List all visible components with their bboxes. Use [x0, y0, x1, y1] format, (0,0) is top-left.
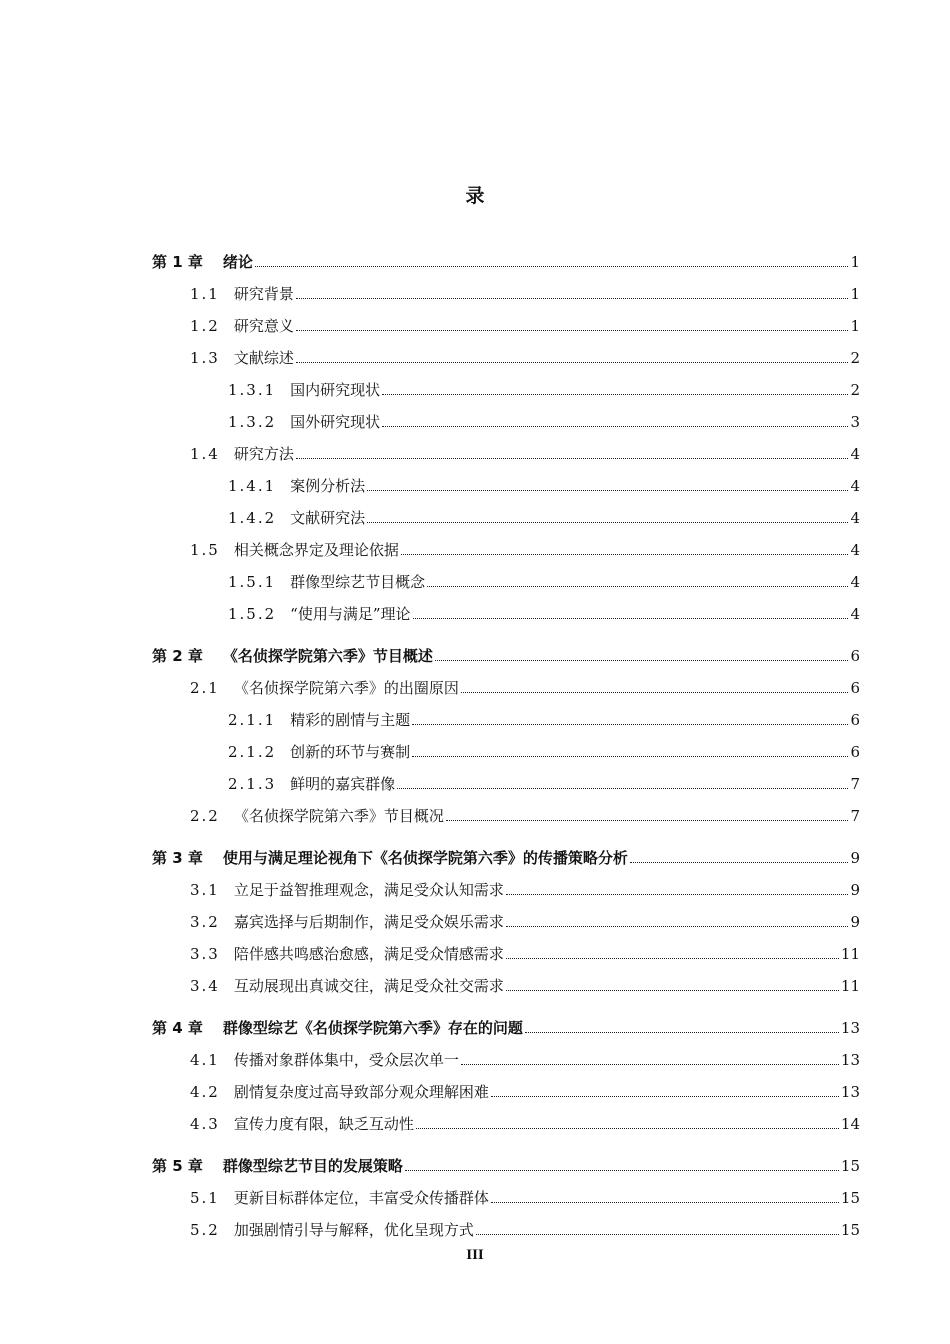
toc-entry-page: 7	[850, 807, 860, 825]
toc-entry-number: 1.3.2	[228, 413, 277, 431]
toc-entry-page: 13	[840, 1051, 860, 1069]
toc-leader-dots	[255, 266, 849, 267]
toc-entry-label: 文献研究法	[290, 509, 366, 527]
toc-section-entry[interactable]	[0, 702, 860, 734]
toc-entry-number: 2.1.3	[228, 775, 277, 793]
toc-section-entry[interactable]	[0, 564, 860, 596]
toc-entry-number: 1.4.1	[228, 477, 277, 495]
toc-leader-dots	[397, 788, 848, 789]
toc-section-entry[interactable]	[0, 766, 860, 798]
toc-section-entry[interactable]	[0, 904, 860, 936]
toc-entry-label: 研究背景	[233, 285, 294, 303]
toc-chapter-entry[interactable]	[0, 1010, 860, 1042]
toc-leader-dots	[506, 958, 839, 959]
toc-entry-number: 2.1.2	[228, 743, 277, 761]
toc-section-entry[interactable]	[0, 500, 860, 532]
toc-entry-page: 6	[850, 679, 860, 697]
toc-entry-number: 2.1	[190, 679, 220, 697]
toc-entry-number: 5.1	[190, 1189, 220, 1207]
toc-entry-title	[228, 741, 410, 766]
toc-leader-dots	[401, 554, 849, 555]
toc-leader-dots	[405, 1170, 839, 1171]
toc-entry-label: 研究意义	[233, 317, 294, 335]
toc-entry-label: 群像型综艺节目概念	[290, 573, 426, 591]
toc-entry-title	[228, 475, 365, 500]
toc-entry-page: 4	[850, 573, 860, 591]
toc-leader-dots	[382, 394, 848, 395]
toc-entry-number: 1.2	[190, 317, 220, 335]
toc-entry-number: 1.5.2	[228, 605, 277, 623]
toc-leader-dots	[413, 618, 849, 619]
toc-entry-page: 9	[850, 913, 860, 931]
toc-leader-dots	[296, 458, 849, 459]
toc-entry-title	[190, 975, 504, 1000]
toc-leader-dots	[367, 490, 848, 491]
toc-section-entry[interactable]	[0, 670, 860, 702]
toc-section-entry[interactable]	[0, 1180, 860, 1212]
toc-entry-title	[190, 1049, 459, 1074]
toc-leader-dots	[461, 1064, 839, 1065]
toc-entry-number: 1.4.2	[228, 509, 277, 527]
toc-entry-number: 1.5	[190, 541, 220, 559]
toc-entry-label: 群像型综艺《名侦探学院第六季》存在的问题	[222, 1019, 523, 1037]
toc-entry-title	[190, 879, 504, 904]
toc-entry-page: 9	[850, 849, 860, 867]
toc-entry-number: 2.1.1	[228, 711, 277, 729]
toc-entry-label: 剧情复杂度过高导致部分观众理解困难	[233, 1083, 489, 1101]
toc-entry-title	[228, 603, 411, 628]
toc-entry-label: 《名侦探学院第六季》的出圈原因	[233, 679, 459, 697]
toc-entry-number: 第 3 章	[152, 849, 203, 867]
toc-section-entry[interactable]	[0, 340, 860, 372]
toc-entry-number: 第 5 章	[152, 1157, 203, 1175]
toc-section-entry[interactable]	[0, 308, 860, 340]
toc-section-entry[interactable]	[0, 1106, 860, 1138]
toc-entry-page: 4	[850, 541, 860, 559]
toc-entry-number: 1.5.1	[228, 573, 277, 591]
toc-leader-dots	[476, 1234, 839, 1235]
toc-leader-dots	[296, 330, 849, 331]
toc-entry-title	[152, 645, 433, 670]
toc-entry-label: 绪论	[222, 253, 253, 271]
toc-entry-number: 4.1	[190, 1051, 220, 1069]
toc-entry-label: 创新的环节与赛制	[290, 743, 411, 761]
toc-entry-page: 2	[850, 381, 860, 399]
toc-entry-number: 3.2	[190, 913, 220, 931]
toc-section-entry[interactable]	[0, 734, 860, 766]
toc-chapter-entry[interactable]	[0, 1148, 860, 1180]
toc-entry-number: 1.3.1	[228, 381, 277, 399]
toc-entry-title	[152, 251, 253, 276]
toc-section-entry[interactable]	[0, 596, 860, 628]
toc-section-entry[interactable]	[0, 1042, 860, 1074]
toc-entry-title	[228, 571, 425, 596]
toc-entry-title	[190, 911, 504, 936]
toc-entry-title	[228, 709, 410, 734]
toc-entry-title	[190, 1081, 489, 1106]
toc-entry-label: 群像型综艺节目的发展策略	[222, 1157, 403, 1175]
toc-entry-label: 《名侦探学院第六季》节目概述	[222, 647, 433, 665]
toc-leader-dots	[296, 298, 849, 299]
toc-entry-label: 嘉宾选择与后期制作，满足受众娱乐需求	[233, 913, 504, 931]
toc-entry-title	[190, 1187, 489, 1212]
toc-entry-page: 6	[850, 711, 860, 729]
toc-entry-title	[190, 315, 294, 340]
table-of-contents	[0, 244, 950, 1244]
toc-section-entry[interactable]	[0, 968, 860, 1000]
toc-entry-label: “使用与满足”理论	[290, 605, 411, 623]
toc-entry-title	[152, 1017, 523, 1042]
toc-entry-title	[228, 773, 395, 798]
toc-entry-label: 案例分析法	[290, 477, 366, 495]
toc-entry-page: 13	[840, 1019, 860, 1037]
toc-entry-title	[190, 805, 444, 830]
toc-leader-dots	[630, 862, 849, 863]
toc-chapter-entry[interactable]	[0, 638, 860, 670]
toc-entry-title	[190, 943, 504, 968]
toc-entry-title	[190, 539, 399, 564]
toc-section-entry[interactable]	[0, 1212, 860, 1244]
toc-entry-number: 3.4	[190, 977, 220, 995]
toc-section-entry[interactable]	[0, 436, 860, 468]
toc-entry-label: 宣传力度有限，缺乏互动性	[233, 1115, 414, 1133]
toc-entry-label: 国外研究现状	[290, 413, 381, 431]
toc-entry-page: 15	[840, 1157, 860, 1175]
toc-entry-label: 鲜明的嘉宾群像	[290, 775, 396, 793]
toc-entry-page: 4	[850, 509, 860, 527]
toc-entry-page: 4	[850, 477, 860, 495]
toc-entry-label: 国内研究现状	[290, 381, 381, 399]
toc-entry-number: 1.1	[190, 285, 220, 303]
toc-entry-label: 更新目标群体定位，丰富受众传播群体	[233, 1189, 489, 1207]
toc-section-entry[interactable]	[0, 276, 860, 308]
toc-entry-title	[228, 507, 365, 532]
toc-leader-dots	[435, 660, 849, 661]
toc-chapter-entry[interactable]	[0, 244, 860, 276]
toc-entry-number: 2.2	[190, 807, 220, 825]
toc-entry-number: 第 1 章	[152, 253, 203, 271]
toc-entry-page: 15	[840, 1189, 860, 1207]
toc-entry-page: 11	[840, 977, 860, 995]
toc-entry-label: 研究方法	[233, 445, 294, 463]
toc-entry-title	[190, 283, 294, 308]
toc-entry-label: 传播对象群体集中，受众层次单一	[233, 1051, 459, 1069]
toc-entry-title	[190, 1219, 474, 1244]
toc-leader-dots	[382, 426, 848, 427]
toc-chapter-entry[interactable]	[0, 840, 860, 872]
toc-leader-dots	[461, 692, 849, 693]
toc-entry-page: 1	[850, 285, 860, 303]
toc-entry-label: 《名侦探学院第六季》节目概况	[233, 807, 444, 825]
toc-entry-number: 4.3	[190, 1115, 220, 1133]
toc-entry-page: 9	[850, 881, 860, 899]
toc-entry-title	[152, 847, 628, 872]
toc-section-entry[interactable]	[0, 798, 860, 830]
toc-leader-dots	[416, 1128, 839, 1129]
toc-section-entry[interactable]	[0, 936, 860, 968]
toc-leader-dots	[367, 522, 848, 523]
toc-entry-number: 5.2	[190, 1221, 220, 1239]
toc-leader-dots	[506, 990, 839, 991]
toc-entry-number: 4.2	[190, 1083, 220, 1101]
toc-leader-dots	[412, 756, 848, 757]
toc-section-entry[interactable]	[0, 872, 860, 904]
page-title: 录	[465, 185, 485, 207]
toc-entry-title	[190, 347, 294, 372]
toc-leader-dots	[506, 894, 849, 895]
toc-leader-dots	[412, 724, 848, 725]
toc-entry-page: 15	[840, 1221, 860, 1239]
toc-entry-number: 第 4 章	[152, 1019, 203, 1037]
toc-leader-dots	[296, 362, 849, 363]
toc-entry-label: 精彩的剧情与主题	[290, 711, 411, 729]
toc-entry-number: 1.4	[190, 445, 220, 463]
toc-entry-number: 3.3	[190, 945, 220, 963]
toc-entry-title	[228, 411, 380, 436]
toc-entry-page: 14	[840, 1115, 860, 1133]
toc-entry-page: 4	[850, 605, 860, 623]
toc-entry-page: 3	[850, 413, 860, 431]
toc-entry-number: 第 2 章	[152, 647, 203, 665]
toc-entry-page: 2	[850, 349, 860, 367]
toc-entry-page: 6	[850, 743, 860, 761]
toc-entry-page: 7	[850, 775, 860, 793]
toc-entry-page: 4	[850, 445, 860, 463]
toc-entry-title	[190, 677, 459, 702]
toc-entry-label: 陪伴感共鸣感治愈感，满足受众情感需求	[233, 945, 504, 963]
toc-entry-title	[190, 443, 294, 468]
toc-section-entry[interactable]	[0, 468, 860, 500]
toc-leader-dots	[427, 586, 848, 587]
toc-entry-label: 使用与满足理论视角下《名侦探学院第六季》的传播策略分析	[222, 849, 628, 867]
toc-entry-page: 6	[850, 647, 860, 665]
toc-entry-label: 相关概念界定及理论依据	[233, 541, 399, 559]
toc-section-entry[interactable]	[0, 532, 860, 564]
toc-section-entry[interactable]	[0, 1074, 860, 1106]
toc-entry-page: 1	[850, 253, 860, 271]
toc-entry-label: 加强剧情引导与解释，优化呈现方式	[233, 1221, 474, 1239]
toc-entry-number: 1.3	[190, 349, 220, 367]
toc-entry-page: 11	[840, 945, 860, 963]
toc-leader-dots	[506, 926, 849, 927]
toc-leader-dots	[491, 1096, 839, 1097]
toc-entry-label: 互动展现出真诚交往，满足受众社交需求	[233, 977, 504, 995]
toc-section-entry[interactable]	[0, 372, 860, 404]
toc-entry-label: 文献综述	[233, 349, 294, 367]
toc-entry-label: 立足于益智推理观念，满足受众认知需求	[233, 881, 504, 899]
toc-entry-number: 3.1	[190, 881, 220, 899]
toc-leader-dots	[525, 1032, 839, 1033]
toc-entry-title	[152, 1155, 403, 1180]
toc-section-entry[interactable]	[0, 404, 860, 436]
toc-leader-dots	[491, 1202, 839, 1203]
toc-entry-page: 13	[840, 1083, 860, 1101]
toc-entry-page: 1	[850, 317, 860, 335]
toc-entry-title	[228, 379, 380, 404]
toc-leader-dots	[446, 820, 849, 821]
page-number: III	[466, 1247, 484, 1263]
toc-entry-title	[190, 1113, 414, 1138]
